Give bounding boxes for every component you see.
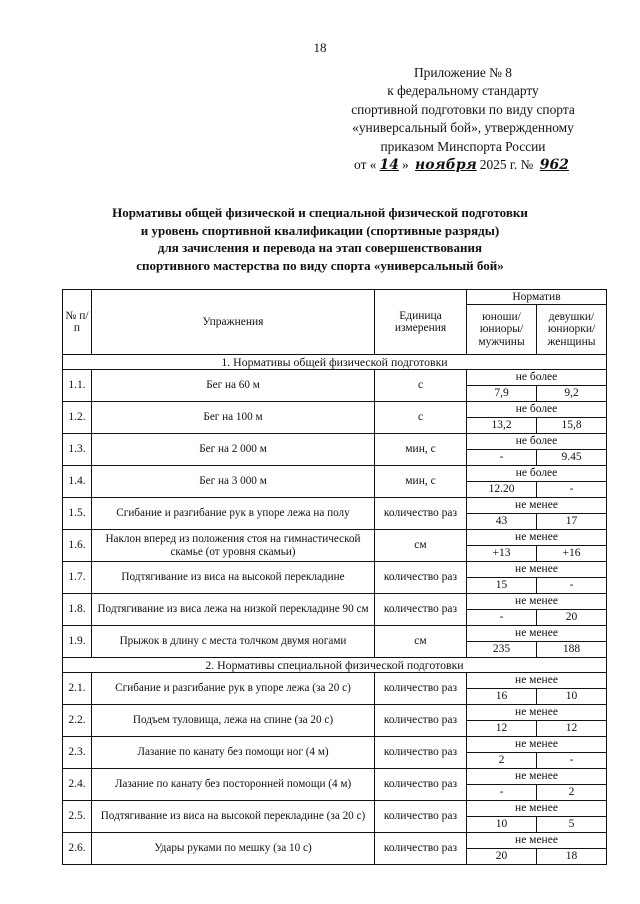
row-female-value: 5 (537, 817, 607, 833)
row-unit: мин, с (375, 434, 467, 466)
row-unit: количество раз (375, 498, 467, 530)
row-number: 2.5. (63, 801, 92, 833)
row-number: 2.6. (63, 833, 92, 865)
row-male-value: 15 (467, 578, 537, 594)
row-number: 2.4. (63, 769, 92, 801)
row-unit: количество раз (375, 562, 467, 594)
row-female-value: 9,2 (537, 386, 607, 402)
appendix-header (323, 64, 603, 174)
section-header-row (63, 355, 607, 370)
row-exercise: Подтягивание из виса на высокой перекладине (92, 562, 375, 594)
row-unit: см (375, 530, 467, 562)
row-qualifier: не менее (467, 833, 607, 849)
row-exercise: Сгибание и разгибание рук в упоре лежа (за 20 с) (92, 673, 375, 705)
row-exercise: Лазание по канату без помощи ног (4 м) (92, 737, 375, 769)
row-number: 2.2. (63, 705, 92, 737)
table-row (63, 498, 607, 514)
date-year: 2025 г. № (479, 157, 534, 173)
row-exercise: Подтягивание из виса на высокой перекладине (за 20 с) (92, 801, 375, 833)
row-male-value: +13 (467, 546, 537, 562)
row-number: 1.6. (63, 530, 92, 562)
appendix-line-3: спортивной подготовки по виду спорта (351, 101, 575, 117)
title-line-1: Нормативы общей физической и специальной физической подготовки (112, 205, 528, 220)
appendix-line-4: «универсальный бой», утвержденному (352, 120, 574, 136)
row-qualifier: не менее (467, 594, 607, 610)
table-row (63, 769, 607, 785)
row-male-value: 20 (467, 849, 537, 865)
row-female-value: 18 (537, 849, 607, 865)
table-row (63, 705, 607, 721)
row-female-value: - (537, 482, 607, 498)
row-qualifier: не менее (467, 562, 607, 578)
row-female-value: 188 (537, 642, 607, 658)
header-num: № п/п (63, 290, 92, 355)
row-male-value: - (467, 450, 537, 466)
row-exercise: Лазание по канату без посторонней помощи (4 м) (92, 769, 375, 801)
row-unit: количество раз (375, 594, 467, 626)
row-male-value: 43 (467, 514, 537, 530)
table-row (63, 801, 607, 817)
row-unit: с (375, 370, 467, 402)
row-qualifier: не менее (467, 673, 607, 689)
header-female: девушки/ юниорки/ женщины (537, 305, 607, 355)
row-unit: количество раз (375, 673, 467, 705)
date-day: 14 (379, 157, 399, 174)
page-number: 18 (313, 40, 327, 55)
table-row (63, 833, 607, 849)
row-unit: количество раз (375, 833, 467, 865)
appendix-line-1: Приложение № 8 (413, 65, 513, 80)
row-female-value: - (537, 578, 607, 594)
table-row (63, 626, 607, 642)
table-row (63, 434, 607, 450)
table-row (63, 737, 607, 753)
title-line-2: и уровень спортивной квалификации (спортивные разряды) (140, 222, 500, 238)
row-male-value: - (467, 610, 537, 626)
row-male-value: - (467, 785, 537, 801)
order-number: 962 (539, 157, 569, 174)
table-row (63, 466, 607, 482)
row-male-value: 12.20 (467, 482, 537, 498)
row-unit: количество раз (375, 769, 467, 801)
row-female-value: 2 (537, 785, 607, 801)
row-female-value: 9.45 (537, 450, 607, 466)
row-number: 1.2. (63, 402, 92, 434)
row-unit: с (375, 402, 467, 434)
table-row (63, 530, 607, 546)
date-prefix: от « (354, 157, 377, 173)
row-unit: количество раз (375, 801, 467, 833)
row-qualifier: не менее (467, 498, 607, 514)
row-exercise: Сгибание и разгибание рук в упоре лежа на полу (92, 498, 375, 530)
row-female-value: 17 (537, 514, 607, 530)
table-row (63, 594, 607, 610)
row-unit: см (375, 626, 467, 658)
table-row (63, 370, 607, 386)
row-exercise: Бег на 2 000 м (92, 434, 375, 466)
row-exercise: Подъем туловища, лежа на спине (за 20 с) (92, 705, 375, 737)
row-number: 1.9. (63, 626, 92, 658)
row-exercise: Бег на 100 м (92, 402, 375, 434)
row-number: 2.1. (63, 673, 92, 705)
row-qualifier: не менее (467, 530, 607, 546)
row-female-value: - (537, 753, 607, 769)
row-qualifier: не менее (467, 769, 607, 785)
table-row (63, 673, 607, 689)
header-male: юноши/ юниоры/ мужчины (467, 305, 537, 355)
appendix-line-2: к федеральному стандарту (387, 83, 539, 99)
row-female-value: 20 (537, 610, 607, 626)
table-row (63, 402, 607, 418)
row-male-value: 10 (467, 817, 537, 833)
row-male-value: 13,2 (467, 418, 537, 434)
row-qualifier: не более (467, 466, 607, 482)
row-number: 1.7. (63, 562, 92, 594)
row-number: 2.3. (63, 737, 92, 769)
row-male-value: 16 (467, 689, 537, 705)
row-male-value: 235 (467, 642, 537, 658)
section-header-row (63, 658, 607, 673)
date-month: ноября (415, 157, 477, 174)
row-qualifier: не менее (467, 737, 607, 753)
row-number: 1.1. (63, 370, 92, 402)
row-male-value: 12 (467, 721, 537, 737)
row-qualifier: не более (467, 434, 607, 450)
row-unit: мин, с (375, 466, 467, 498)
section-title: 2. Нормативы специальной физической подготовки (63, 658, 607, 673)
row-male-value: 2 (467, 753, 537, 769)
row-female-value: 10 (537, 689, 607, 705)
appendix-date-line (323, 156, 603, 174)
norms-table (62, 289, 607, 865)
row-male-value: 7,9 (467, 386, 537, 402)
row-qualifier: не более (467, 370, 607, 386)
row-unit: количество раз (375, 705, 467, 737)
row-qualifier: не менее (467, 705, 607, 721)
row-female-value: 12 (537, 721, 607, 737)
date-mid: » (401, 157, 409, 173)
row-qualifier: не менее (467, 626, 607, 642)
row-number: 1.4. (63, 466, 92, 498)
title-line-4: спортивного мастерства по виду спорта «универсальный бой» (136, 257, 504, 273)
header-norm: Норматив (467, 290, 607, 305)
row-qualifier: не менее (467, 801, 607, 817)
document-title (60, 204, 580, 274)
row-exercise: Бег на 3 000 м (92, 466, 375, 498)
section-title: 1. Нормативы общей физической подготовки (63, 355, 607, 370)
row-exercise: Прыжок в длину с места толчком двумя ногами (92, 626, 375, 658)
row-qualifier: не более (467, 402, 607, 418)
header-row (63, 290, 607, 305)
header-exercise: Упражнения (92, 290, 375, 355)
row-exercise: Наклон вперед из положения стоя на гимнастической скамье (от уровня скамьи) (92, 530, 375, 562)
row-exercise: Удары руками по мешку (за 10 с) (92, 833, 375, 865)
title-line-3: для зачисления и перевода на этап совершенствования (157, 240, 483, 256)
row-female-value: 15,8 (537, 418, 607, 434)
row-unit: количество раз (375, 737, 467, 769)
row-female-value: +16 (537, 546, 607, 562)
row-exercise: Бег на 60 м (92, 370, 375, 402)
row-number: 1.3. (63, 434, 92, 466)
table-row (63, 562, 607, 578)
row-number: 1.8. (63, 594, 92, 626)
header-unit: Единица измерения (375, 290, 467, 355)
row-exercise: Подтягивание из виса лежа на низкой перекладине 90 см (92, 594, 375, 626)
row-number: 1.5. (63, 498, 92, 530)
appendix-line-5: приказом Минспорта России (380, 138, 546, 154)
